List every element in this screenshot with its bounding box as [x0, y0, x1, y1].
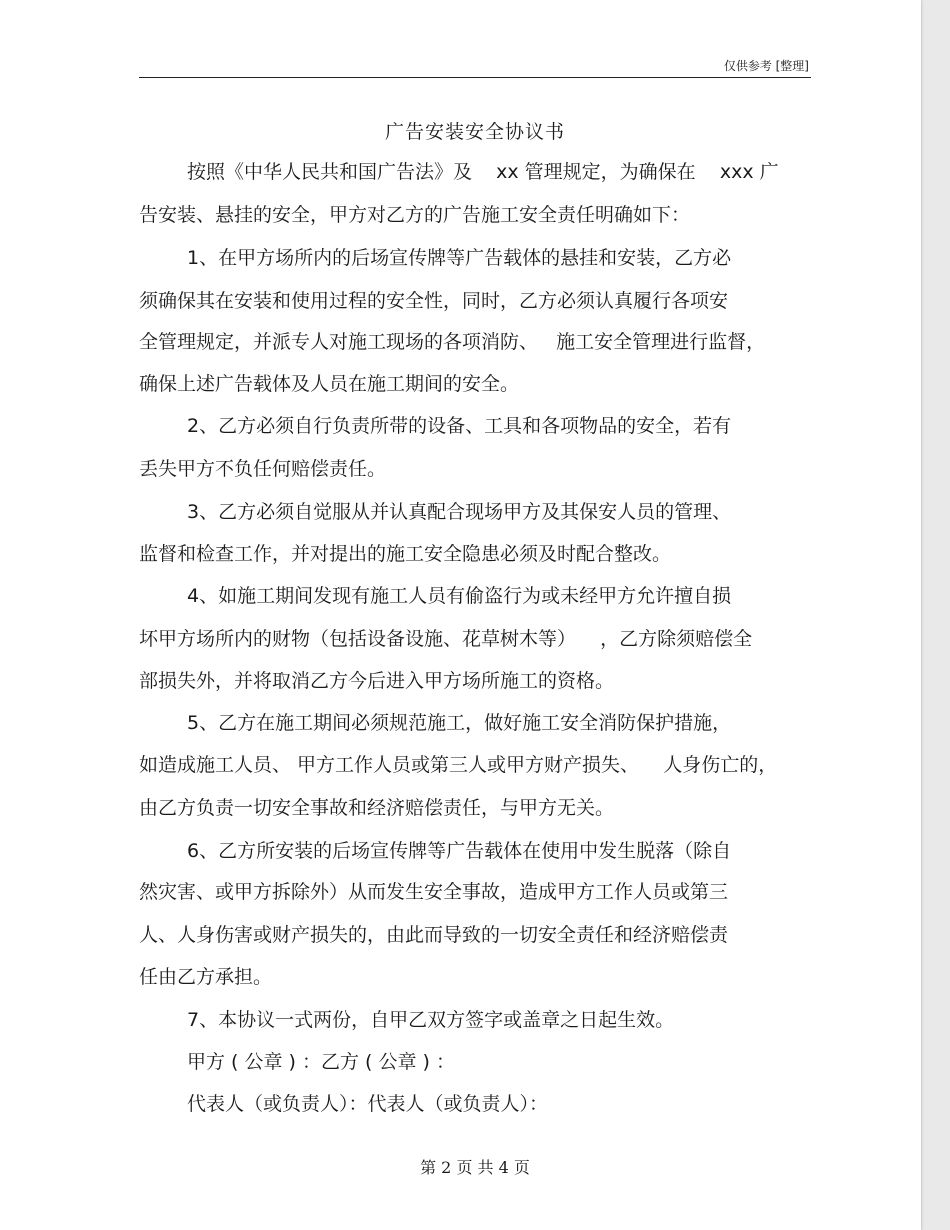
paragraph-line: 如造成施工人员、 甲方工作人员或第三人或甲方财产损失、 人身伤亡的，: [139, 754, 778, 776]
paragraph-line: 1、在甲方场所内的后场宣传牌等广告载体的悬挂和安装，乙方必: [187, 247, 732, 269]
paragraph-line: 告安装、悬挂的安全，甲方对乙方的广告施工安全责任明确如下：: [139, 204, 691, 226]
paragraph-line: 须确保其在安装和使用过程的安全性，同时，乙方必须认真履行各项安: [139, 290, 729, 312]
paragraph-line: 按照《中华人民共和国广告法》及 xx 管理规定，为确保在 xxx 广: [187, 161, 779, 183]
paragraph-line: 3、乙方必须自觉服从并认真配合现场甲方及其保安人员的管理、: [187, 501, 732, 523]
paragraph-line: 由乙方负责一切安全事故和经济赔偿责任，与甲方无关。: [139, 797, 615, 819]
document-title: 广告安装安全协议书: [384, 121, 565, 143]
paragraph-line: 2、乙方必须自行负责所带的设备、工具和各项物品的安全，若有: [187, 415, 732, 437]
paragraph-line: 人、人身伤害或财产损失的，由此而导致的一切安全责任和经济赔偿责: [139, 924, 729, 946]
paragraph-line: 4、如施工期间发现有施工人员有偷盗行为或未经甲方允许擅自损: [187, 585, 732, 607]
paragraph-line: 全管理规定，并派专人对施工现场的各项消防、 施工安全管理进行监督，: [139, 331, 766, 353]
paragraph-line: 然灾害、或甲方拆除外）从而发生安全事故，造成甲方工作人员或第三: [139, 881, 729, 903]
paragraph-line: 7、本协议一式两份，自甲乙双方签字或盖章之日起生效。: [187, 1009, 675, 1031]
paragraph-line: 任由乙方承担。: [139, 966, 273, 988]
paragraph-line: 确保上述广告载体及人员在施工期间的安全。: [139, 373, 520, 395]
signature-line-representative: 代表人（或负责人）：代表人（或负责人）：: [187, 1093, 549, 1115]
paragraph-line: 6、乙方所安装的后场宣传牌等广告载体在使用中发生脱落（除自: [187, 840, 732, 862]
header-note: 仅供参考 [整理]: [723, 59, 809, 73]
paragraph-line: 部损失外，并将取消乙方今后进入甲方场所施工的资格。: [139, 670, 615, 692]
header-rule: [139, 77, 811, 78]
signature-line-seal: 甲方 ( 公章 ) ：乙方 ( 公章 ) ：: [187, 1051, 455, 1073]
paragraph-line: 坏甲方场所内的财物（包括设备设施、花草树木等） ，乙方除须赔偿全: [139, 628, 753, 650]
page-footer: 第 2 页 共 4 页: [420, 1158, 530, 1177]
paragraph-line: 5、乙方在施工期间必须规范施工，做好施工安全消防保护措施，: [187, 712, 732, 734]
paragraph-line: 监督和检查工作，并对提出的施工安全隐患必须及时配合整改。: [139, 543, 672, 565]
paragraph-line: 丢失甲方不负任何赔偿责任。: [139, 458, 387, 480]
